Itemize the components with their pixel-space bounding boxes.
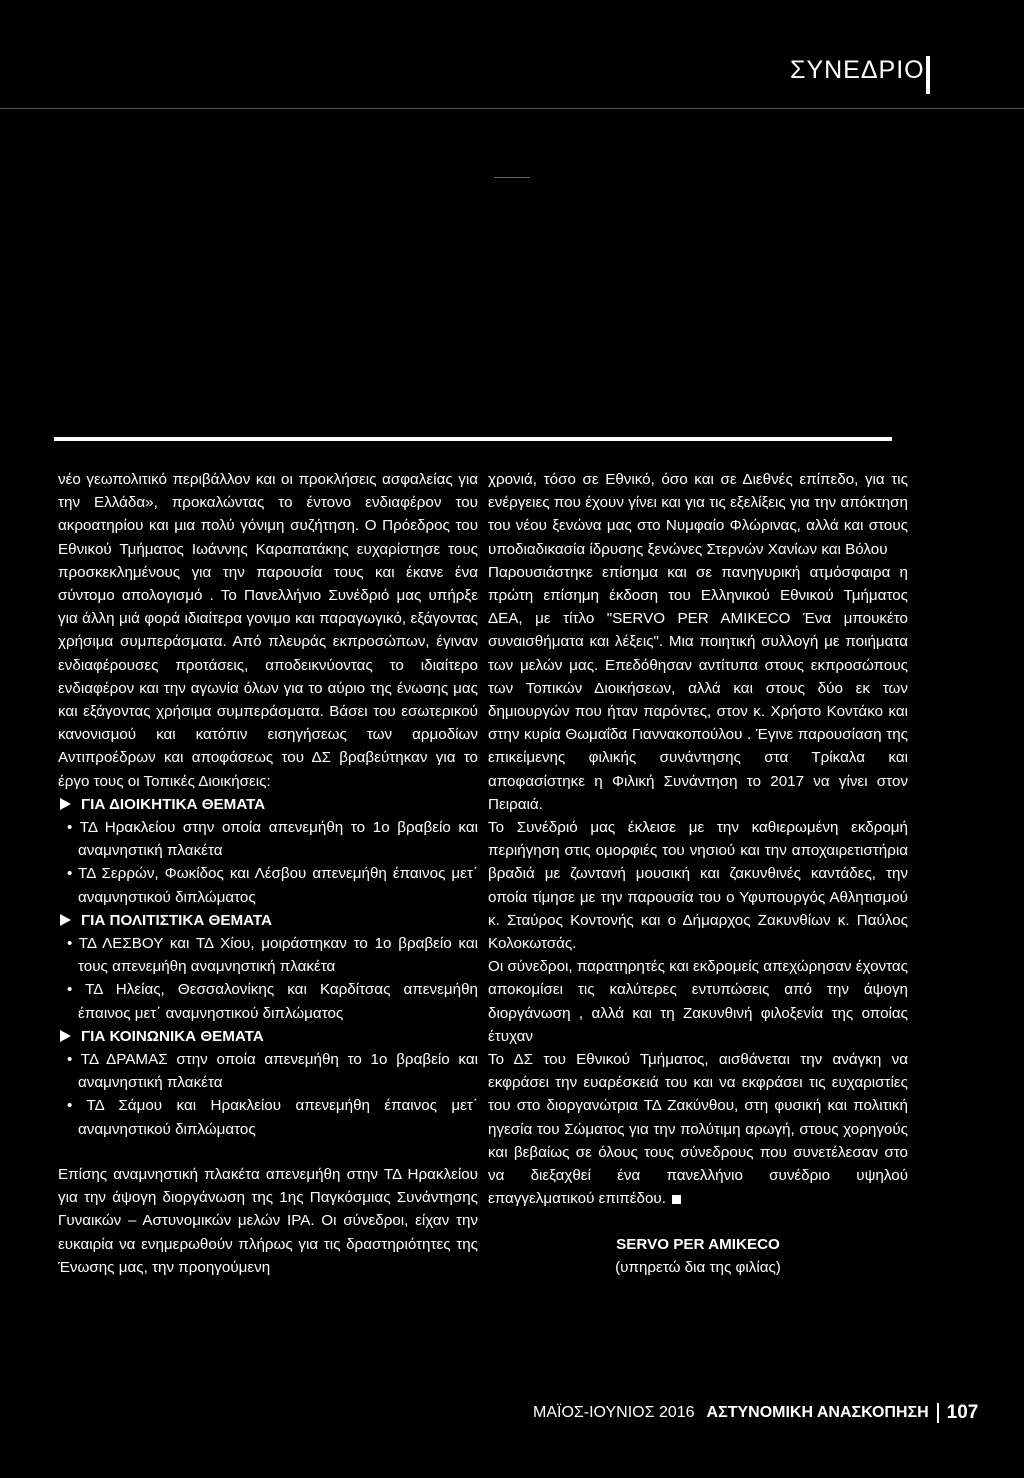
- footer-separator: [937, 1403, 939, 1423]
- faint-divider: [494, 177, 530, 178]
- right-column: [488, 468, 908, 1279]
- article-top-rule: [54, 437, 892, 441]
- paragraph: Το Συνέδριό μας έκλεισε με την καθιερωμένη εκδρομή περιήγηση στις ομορφιές του νησιού και την αποχαιρετιστήρια βραδιά με ζωντανή μουσική και ζακυνθινές καντάδες, την οποία τίμησε με την παρουσία του ο Υφυπουργός Αθλητισμού κ. Σταύρος Κοντονής και ο Δήμαρχος Ζακυνθίων κ. Παύλος Κολοκωτσάς.: [488, 819, 908, 953]
- section-heading: ΓΙΑ ΔΙΟΙΚΗΤΙΚΑ ΘΕΜΑΤΑ: [58, 793, 478, 816]
- left-column: [58, 468, 478, 1279]
- final-paragraph: Το ΔΣ του Εθνικού Τμήματος, αισθάνεται την ανάγκη να εκφράσει την ευαρέσκειά του και να εκφράσει τις ευχαριστίες του στο διοργανώτρια ΤΔ Ζακύνθου, στη φυσική και πολιτική ηγεσία του Σώματος για την πολύτιμη αρωγή, στους χορηγούς και βεβαίως σε όλους τους σύνεδρους που συνετέλεσαν στο να διεξαχθεί ένα πανελλήνιο συνέδριο υψηλού επαγγελματικού επιπέδου.: [488, 1051, 908, 1208]
- triangle-bullet-icon: [60, 1030, 71, 1042]
- issue-date: ΜΑΪΟΣ-ΙΟΥΝΙΟΣ 2016: [533, 1404, 695, 1421]
- triangle-bullet-icon: [60, 914, 71, 926]
- triangle-bullet-icon: [60, 798, 71, 810]
- paragraph: χρονιά, τόσο σε Εθνικό, όσο και σε Διεθνές επίπεδο, για τις ενέργειες που έχουν γίνει και για τις εξελίξεις για την απόκτηση του νέου ξενώνα μας στο Νυμφαίο Φλώρινας, αλλά και στους υποδιαδικασία ίδρυσης ξενώνες Στερνών Χανίων και Βόλου: [488, 471, 908, 558]
- list-item: • ΤΔ Σερρών, Φωκίδος και Λέσβου απενεμήθη έπαινος μετ΄ αναμνηστικού διπλώματος: [67, 865, 478, 906]
- section-social: [58, 1025, 478, 1141]
- list-item: • ΤΔ Σάμου και Ηρακλείου απενεμήθη έπαινος μετ΄ αναμνηστικού διπλώματος: [67, 1097, 478, 1138]
- list-item: • ΤΔ Ηρακλείου στην οποία απενεμήθη το 1ο βραβείο και αναμνηστική πλακέτα: [67, 819, 478, 860]
- section-cultural: [58, 909, 478, 1025]
- closing-paragraph: Επίσης αναμνηστική πλακέτα απενεμήθη στην ΤΔ Ηρακλείου για την άψογη διοργάνωση της 1ης Παγκόσμιας Συνάντησης Γυναικών – Αστυνομικών μελών ΙΡΑ. Οι σύνεδροι, είχαν την ευκαιρία να ενημερωθούν πλήρως για τις δραστηριότητες της Ένωσης μας, την προηγούμενη: [58, 1165, 478, 1276]
- list-item: • ΤΔ Ηλείας, Θεσσαλονίκης και Καρδίτσας απενεμήθη έπαινος μετ΄ αναμνηστικού διπλώματος: [67, 981, 478, 1022]
- section-title: ΣΥΝΕΔΡΙΟ: [790, 56, 925, 84]
- section-admin: [58, 793, 478, 909]
- header-bar: [926, 56, 930, 94]
- paragraph: Παρουσιάστηκε επίσημα και σε πανηγυρική ατμόσφαιρα η πρώτη επίσημη έκδοση του Ελληνικού Εθνικού Τμήματος ΔΕΑ, με τίτλο "SERVO PER AMIKECO Ένα μπουκέτο συναισθήματα και λέξεις". Μια ποιητική συλλογή με ποιήματα των μελών μας. Επεδόθησαν αντίτυπα στους εκπροσώπους των Τοπικών Διοικήσεων, αλλά και στους δύο εκ των δημιουργών που ήταν παρόντες, στον κ. Χρήστο Κοντάκο και στην κυρία Θωμαΐδα Γιαννακοπούλου . Έγινε παρουσίαση της επικείμενης φιλικής συνάντησης στα Τρίκαλα και αποφασίστηκε η Φιλική Συνάντηση το 2017 να γίνει στον Πειραιά.: [488, 563, 908, 813]
- signature: SERVO PER AMIKECO: [616, 1235, 780, 1253]
- section-heading: ΓΙΑ ΠΟΛΙΤΙΣΤΙΚΑ ΘΕΜΑΤΑ: [58, 909, 478, 932]
- page-footer: [533, 1402, 978, 1424]
- end-square-icon: [672, 1195, 681, 1204]
- header-divider: [0, 108, 1024, 109]
- intro-paragraph: νέο γεωπολιτικό περιβάλλον και οι προκλήσεις ασφαλείας για την Ελλάδα», προκαλώντας το έντονο ενδιαφέρον του ακροατηρίου και μια πολύ γόνιμη συζήτηση. Ο Πρόεδρος του Εθνικού Τμήματος Ιωάννης Καραπατάκης ευχαρίστησε τους προσκεκλημένους για την παρουσία τους και έκανε ένα σύντομο απολογισμό . Το Πανελλήνιο Συνέδριό μας υπήρξε για άλλη μιά φορά ιδιαίτερα γονιμο και παραγωγικό, εξάγοντας χρήσιμα συμπεράσματα. Από πλευράς εκπροσώπων, έγιναν ενδιαφέρουσες προτάσεις, αποδεικνύοντας το ιδιαίτερο ενδιαφέρον και την αγωνία όλων για το αύριο της ένωσης μας και εξάγοντας χρήσιμα συμπεράσματα. Βάσει του εσωτερικού κανονισμού και κατόπιν εισηγήσεως των αρμοδίων Αντιπροέδρων και αποφάσεως του ΔΣ βραβεύτηκαν για το έργο τους οι Τοπικές Διοικήσεις:: [58, 471, 478, 790]
- magazine-title: ΑΣΤΥΝΟΜΙΚΗ ΑΝΑΣΚΟΠΗΣΗ: [706, 1404, 929, 1421]
- spacer: [58, 1141, 478, 1163]
- section-heading: ΓΙΑ ΚΟΙΝΩΝΙΚΑ ΘΕΜΑΤΑ: [58, 1025, 478, 1048]
- list-item: • ΤΔ ΔΡΑΜΑΣ στην οποία απενεμήθη το 1ο βραβείο και αναμνηστική πλακέτα: [67, 1051, 478, 1092]
- signature-subtitle: (υπηρετώ δια της φιλίας): [615, 1258, 781, 1276]
- page-number: 107: [946, 1402, 979, 1423]
- list-item: • ΤΔ ΛΕΣΒΟΥ και ΤΔ Χίου, μοιράστηκαν το 1ο βραβείο και τους απενεμήθη αναμνηστική πλακέτα: [67, 935, 478, 976]
- paragraph: Οι σύνεδροι, παρατηρητές και εκδρομείς απεχώρησαν έχοντας αποκομίσει τις καλύτερες εντυπώσεις από την άψογη διοργάνωση , αλλά και τη Ζακυνθινή φιλοξενία της οποίας έτυχαν: [488, 958, 908, 1045]
